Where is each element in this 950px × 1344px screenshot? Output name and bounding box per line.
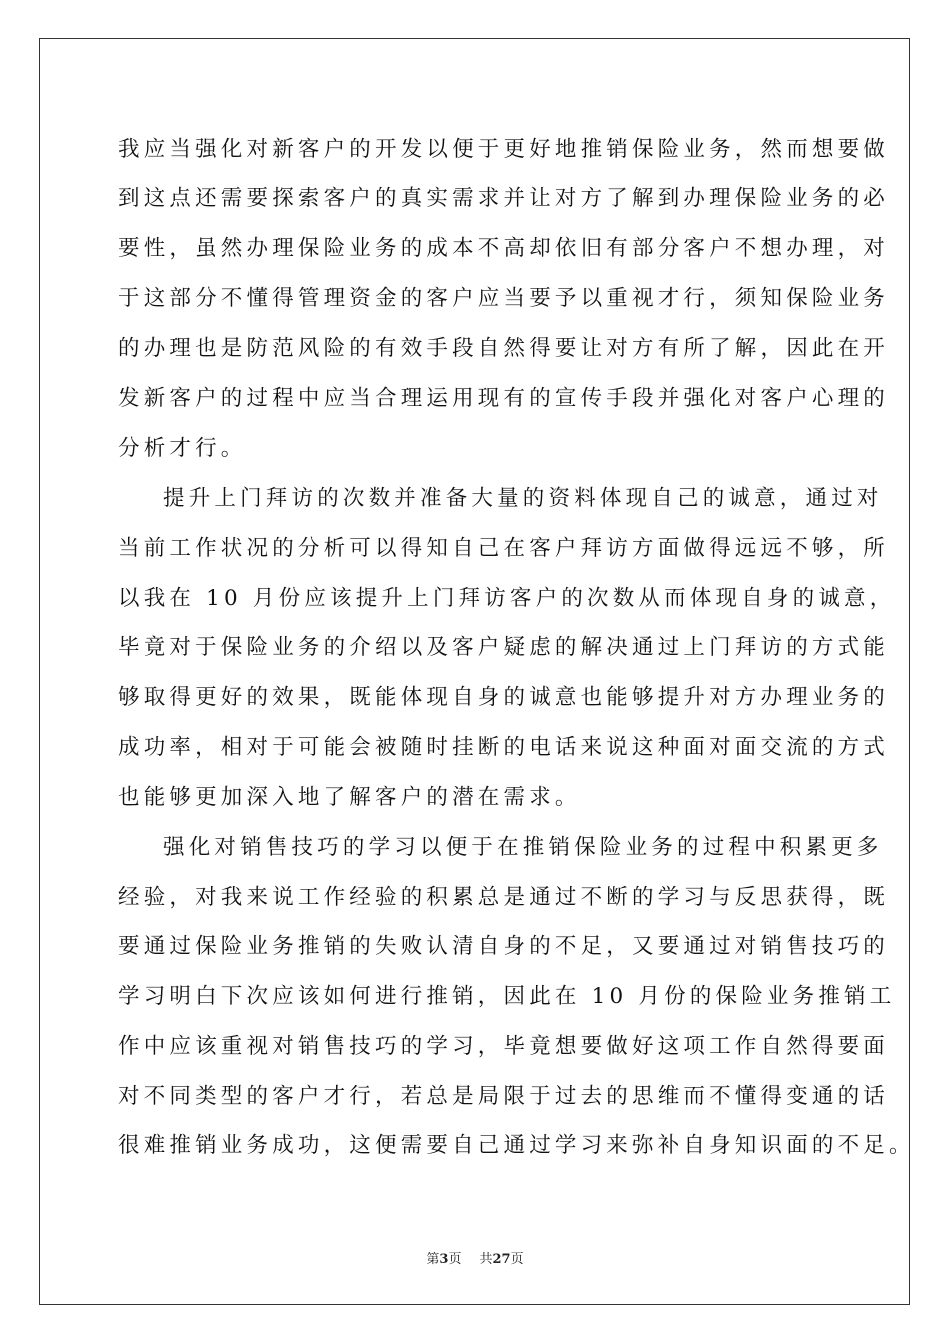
paragraph-1-line-1: 我应当强化对新客户的开发以便于更好地推销保险业务，然而想要做 bbox=[118, 137, 890, 162]
paragraph-1-line-5: 的办理也是防范风险的有效手段自然得要让对方有所了解，因此在开 bbox=[118, 336, 890, 361]
paragraph-3-line-1: 强化对销售技巧的学习以便于在推销保险业务的过程中积累更多 bbox=[163, 835, 883, 860]
paragraph-2-line-2: 当前工作状况的分析可以得知自己在客户拜访方面做得远远不够，所 bbox=[118, 536, 890, 561]
total-prefix: 共 bbox=[479, 1252, 493, 1267]
paragraph-2-line-3: 以我在 10 月份应该提升上门拜访客户的次数从而体现自身的诚意， bbox=[118, 586, 896, 611]
paragraph-3-line-4: 学习明白下次应该如何进行推销，因此在 10 月份的保险业务推销工 bbox=[118, 984, 896, 1009]
paragraph-1-line-7: 分析才行。 bbox=[118, 436, 247, 461]
paragraph-2-line-4: 毕竟对于保险业务的介绍以及客户疑虑的解决通过上门拜访的方式能 bbox=[118, 635, 890, 660]
paragraph-2-line-7: 也能够更加深入地了解客户的潜在需求。 bbox=[118, 785, 581, 810]
page-number: 3 bbox=[439, 1252, 449, 1267]
paragraph-3-line-2: 经验，对我来说工作经验的积累总是通过不断的学习与反思获得，既 bbox=[118, 885, 890, 910]
page-footer bbox=[0, 1248, 950, 1267]
paragraph-3-line-3: 要通过保险业务推销的失败认清自身的不足，又要通过对销售技巧的 bbox=[118, 934, 890, 959]
paragraph-3-line-6: 对不同类型的客户才行，若总是局限于过去的思维而不懂得变通的话 bbox=[118, 1084, 890, 1109]
page-suffix: 页 bbox=[448, 1252, 462, 1267]
total-suffix: 页 bbox=[510, 1252, 524, 1267]
paragraph-2-line-5: 够取得更好的效果，既能体现自身的诚意也能够提升对方办理业务的 bbox=[118, 685, 890, 710]
paragraph-2-line-6: 成功率，相对于可能会被随时挂断的电话来说这种面对面交流的方式 bbox=[118, 735, 890, 760]
total-pages: 27 bbox=[492, 1252, 511, 1267]
paragraph-3-line-5: 作中应该重视对销售技巧的学习，毕竟想要做好这项工作自然得要面 bbox=[118, 1034, 890, 1059]
paragraph-3-line-7: 很难推销业务成功，这便需要自己通过学习来弥补自身知识面的不足。 bbox=[118, 1133, 915, 1158]
paragraph-1-line-6: 发新客户的过程中应当合理运用现有的宣传手段并强化对客户心理的 bbox=[118, 386, 890, 411]
paragraph-2-line-1: 提升上门拜访的次数并准备大量的资料体现自己的诚意，通过对 bbox=[163, 486, 883, 511]
page-prefix: 第 bbox=[426, 1252, 440, 1267]
paragraph-1-line-3: 要性，虽然办理保险业务的成本不高却依旧有部分客户不想办理，对 bbox=[118, 236, 890, 261]
paragraph-1-line-2: 到这点还需要探索客户的真实需求并让对方了解到办理保险业务的必 bbox=[118, 186, 890, 211]
paragraph-1-line-4: 于这部分不懂得管理资金的客户应当要予以重视才行，须知保险业务 bbox=[118, 286, 890, 311]
